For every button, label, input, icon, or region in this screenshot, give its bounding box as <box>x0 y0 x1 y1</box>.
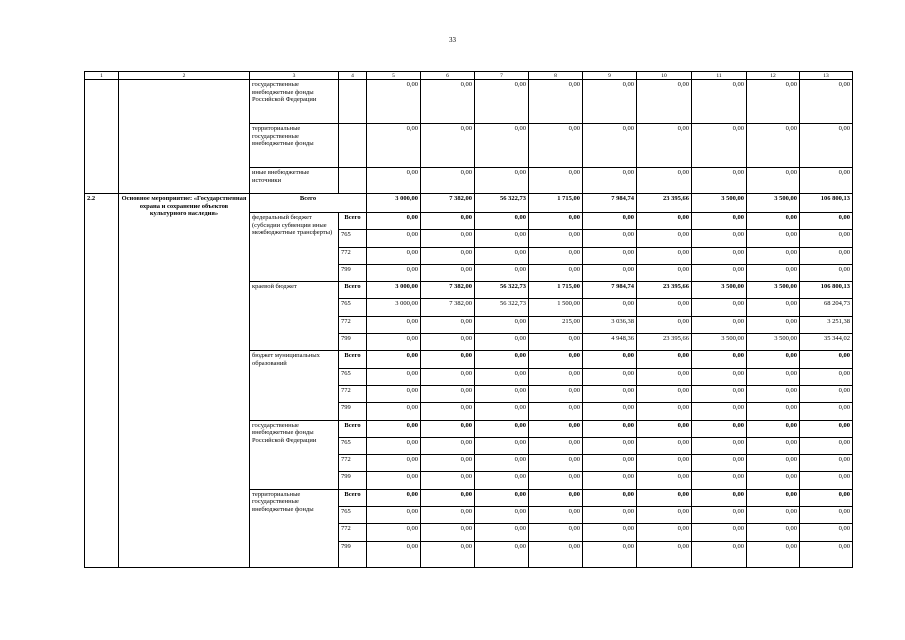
value-cell: 0,00 <box>583 385 637 402</box>
value-cell: 0,00 <box>367 230 421 247</box>
value-cell: 0,00 <box>583 507 637 524</box>
code-cell: Всего <box>339 282 367 299</box>
value-cell: 0,00 <box>529 168 583 194</box>
value-cell: 3 500,00 <box>692 334 747 351</box>
value-cell: 0,00 <box>747 351 800 368</box>
value-cell: 0,00 <box>692 80 747 124</box>
value-cell: 0,00 <box>367 472 421 489</box>
value-cell: 0,00 <box>367 420 421 437</box>
value-cell: 0,00 <box>637 524 692 541</box>
value-cell: 0,00 <box>692 489 747 506</box>
value-cell: 0,00 <box>747 437 800 454</box>
value-cell: 0,00 <box>529 385 583 402</box>
value-cell: 0,00 <box>583 264 637 281</box>
value-cell: 0,00 <box>637 455 692 472</box>
value-cell: 3 251,38 <box>800 316 853 333</box>
value-cell: 0,00 <box>637 472 692 489</box>
value-cell: 0,00 <box>692 524 747 541</box>
code-cell: Всего <box>339 351 367 368</box>
value-cell: 0,00 <box>637 124 692 168</box>
value-cell: 0,00 <box>800 524 853 541</box>
funding-source: территориальные государственные внебюджетные фонды <box>250 489 339 567</box>
value-cell: 0,00 <box>421 168 475 194</box>
value-cell: 0,00 <box>800 541 853 567</box>
code-cell: 799 <box>339 541 367 567</box>
value-cell: 23 395,66 <box>637 194 692 213</box>
value-cell: 0,00 <box>747 168 800 194</box>
column-header: 1 <box>85 72 119 80</box>
value-cell: 0,00 <box>583 524 637 541</box>
measure-title: Основное мероприятие: «Государственная охрана и сохранение объектов культурного наследия» <box>119 194 250 568</box>
value-cell: 0,00 <box>747 368 800 385</box>
value-cell: 0,00 <box>747 472 800 489</box>
value-cell: 0,00 <box>583 489 637 506</box>
column-header-row <box>85 72 853 80</box>
measure-id: 2.2 <box>85 194 119 568</box>
value-cell: 0,00 <box>583 247 637 264</box>
value-cell: 0,00 <box>637 168 692 194</box>
value-cell: 0,00 <box>421 247 475 264</box>
value-cell: 0,00 <box>637 368 692 385</box>
value-cell: 0,00 <box>583 368 637 385</box>
value-cell: 0,00 <box>800 472 853 489</box>
code-cell: 799 <box>339 403 367 420</box>
code-cell: 799 <box>339 264 367 281</box>
value-cell: 3 500,00 <box>747 334 800 351</box>
value-cell: 0,00 <box>692 264 747 281</box>
value-cell: 0,00 <box>637 420 692 437</box>
value-cell: 0,00 <box>529 420 583 437</box>
value-cell: 0,00 <box>421 403 475 420</box>
column-header: 11 <box>692 72 747 80</box>
value-cell: 0,00 <box>421 541 475 567</box>
value-cell: 0,00 <box>367 541 421 567</box>
value-cell: 0,00 <box>421 80 475 124</box>
value-cell: 3 500,00 <box>692 194 747 213</box>
value-cell: 0,00 <box>529 334 583 351</box>
value-cell: 0,00 <box>475 385 529 402</box>
table-body <box>85 72 853 568</box>
value-cell: 106 800,13 <box>800 282 853 299</box>
value-cell: 215,00 <box>529 316 583 333</box>
value-cell: 0,00 <box>475 80 529 124</box>
value-cell: 0,00 <box>421 420 475 437</box>
value-cell: 0,00 <box>421 455 475 472</box>
value-cell: 0,00 <box>421 264 475 281</box>
value-cell: 0,00 <box>367 403 421 420</box>
value-cell: 0,00 <box>529 524 583 541</box>
value-cell: 0,00 <box>747 385 800 402</box>
value-cell: 0,00 <box>800 403 853 420</box>
value-cell: 0,00 <box>800 213 853 230</box>
value-cell: 0,00 <box>637 264 692 281</box>
value-cell: 7 984,74 <box>583 194 637 213</box>
column-header: 2 <box>119 72 250 80</box>
value-cell: 0,00 <box>637 403 692 420</box>
value-cell: 0,00 <box>529 507 583 524</box>
value-cell: 0,00 <box>475 455 529 472</box>
value-cell: 1 500,00 <box>529 299 583 316</box>
value-cell: 0,00 <box>583 168 637 194</box>
value-cell: 0,00 <box>421 230 475 247</box>
value-cell: 0,00 <box>529 437 583 454</box>
value-cell: 0,00 <box>747 455 800 472</box>
value-cell: 0,00 <box>475 213 529 230</box>
value-cell: 0,00 <box>367 385 421 402</box>
value-cell: 0,00 <box>800 507 853 524</box>
value-cell: 0,00 <box>637 437 692 454</box>
page-number: 33 <box>449 36 456 44</box>
value-cell: 0,00 <box>475 334 529 351</box>
code-cell: 765 <box>339 437 367 454</box>
value-cell: 0,00 <box>692 437 747 454</box>
value-cell: 0,00 <box>747 80 800 124</box>
value-cell: 0,00 <box>367 316 421 333</box>
value-cell: 0,00 <box>747 299 800 316</box>
value-cell: 0,00 <box>529 351 583 368</box>
value-cell: 0,00 <box>367 524 421 541</box>
column-header: 4 <box>339 72 367 80</box>
column-header: 7 <box>475 72 529 80</box>
code-cell: 765 <box>339 507 367 524</box>
value-cell: 0,00 <box>421 489 475 506</box>
value-cell: 1 715,00 <box>529 194 583 213</box>
value-cell: 56 322,73 <box>475 299 529 316</box>
value-cell: 0,00 <box>367 80 421 124</box>
measure-cell <box>119 80 250 194</box>
value-cell: 0,00 <box>800 168 853 194</box>
value-cell: 0,00 <box>529 230 583 247</box>
value-cell: 0,00 <box>692 351 747 368</box>
value-cell: 0,00 <box>475 437 529 454</box>
value-cell: 1 715,00 <box>529 282 583 299</box>
value-cell: 0,00 <box>747 264 800 281</box>
row-id-cell <box>85 80 119 194</box>
column-header: 13 <box>800 72 853 80</box>
value-cell: 0,00 <box>475 316 529 333</box>
code-cell: 799 <box>339 334 367 351</box>
value-cell: 0,00 <box>421 334 475 351</box>
value-cell: 0,00 <box>747 489 800 506</box>
value-cell: 0,00 <box>692 368 747 385</box>
value-cell: 7 382,00 <box>421 299 475 316</box>
value-cell: 0,00 <box>692 455 747 472</box>
value-cell: 0,00 <box>367 507 421 524</box>
code-cell: 772 <box>339 385 367 402</box>
value-cell: 0,00 <box>637 385 692 402</box>
value-cell: 0,00 <box>421 316 475 333</box>
value-cell: 0,00 <box>583 80 637 124</box>
value-cell: 0,00 <box>583 299 637 316</box>
value-cell: 0,00 <box>747 420 800 437</box>
value-cell: 0,00 <box>800 455 853 472</box>
value-cell: 0,00 <box>529 80 583 124</box>
funding-source: государственные внебюджетные фонды Российской Федерации <box>250 420 339 489</box>
value-cell: 0,00 <box>475 168 529 194</box>
value-cell: 56 322,73 <box>475 282 529 299</box>
value-cell: 0,00 <box>421 213 475 230</box>
value-cell: 0,00 <box>529 124 583 168</box>
value-cell: 35 344,02 <box>800 334 853 351</box>
value-cell: 0,00 <box>692 385 747 402</box>
value-cell: 0,00 <box>583 541 637 567</box>
value-cell: 3 500,00 <box>692 282 747 299</box>
value-cell: 0,00 <box>421 507 475 524</box>
value-cell: 0,00 <box>692 316 747 333</box>
value-cell: 0,00 <box>583 420 637 437</box>
value-cell: 0,00 <box>692 124 747 168</box>
code-cell: Всего <box>339 213 367 230</box>
value-cell: 0,00 <box>529 455 583 472</box>
value-cell: 0,00 <box>475 403 529 420</box>
value-cell: 0,00 <box>421 124 475 168</box>
funding-source: краевой бюджет <box>250 282 339 351</box>
value-cell: 0,00 <box>583 124 637 168</box>
value-cell: 106 800,13 <box>800 194 853 213</box>
value-cell: 0,00 <box>475 368 529 385</box>
value-cell: 0,00 <box>747 124 800 168</box>
code-cell: Всего <box>339 420 367 437</box>
value-cell: 0,00 <box>583 213 637 230</box>
value-cell: 0,00 <box>367 168 421 194</box>
value-cell: 0,00 <box>800 368 853 385</box>
value-cell: 0,00 <box>367 264 421 281</box>
value-cell: 0,00 <box>583 437 637 454</box>
value-cell: 0,00 <box>637 230 692 247</box>
value-cell: 0,00 <box>475 124 529 168</box>
value-cell: 0,00 <box>692 507 747 524</box>
value-cell: 68 204,73 <box>800 299 853 316</box>
value-cell: 0,00 <box>421 368 475 385</box>
budget-table <box>84 71 853 568</box>
value-cell: 0,00 <box>529 489 583 506</box>
value-cell: 0,00 <box>637 351 692 368</box>
value-cell: 0,00 <box>800 247 853 264</box>
column-header: 3 <box>250 72 339 80</box>
value-cell: 0,00 <box>692 168 747 194</box>
value-cell: 0,00 <box>692 541 747 567</box>
code-cell: 772 <box>339 524 367 541</box>
value-cell: 0,00 <box>800 80 853 124</box>
value-cell: 0,00 <box>637 316 692 333</box>
value-cell: 0,00 <box>529 472 583 489</box>
total-label: Всего <box>250 194 367 213</box>
code-cell <box>339 124 367 168</box>
value-cell: 0,00 <box>692 247 747 264</box>
value-cell: 0,00 <box>367 351 421 368</box>
value-cell: 0,00 <box>692 420 747 437</box>
value-cell: 0,00 <box>367 334 421 351</box>
value-cell: 0,00 <box>421 524 475 541</box>
value-cell: 0,00 <box>529 264 583 281</box>
code-cell: 772 <box>339 316 367 333</box>
value-cell: 0,00 <box>529 368 583 385</box>
value-cell: 0,00 <box>583 230 637 247</box>
value-cell: 0,00 <box>475 507 529 524</box>
value-cell: 0,00 <box>529 403 583 420</box>
value-cell: 3 000,00 <box>367 299 421 316</box>
funding-source: федеральный бюджет (субсидии субвенции иные межбюджетные трансферты) <box>250 213 339 282</box>
value-cell: 0,00 <box>529 213 583 230</box>
value-cell: 0,00 <box>637 507 692 524</box>
value-cell: 0,00 <box>747 230 800 247</box>
value-cell: 0,00 <box>800 124 853 168</box>
code-cell: Всего <box>339 489 367 506</box>
code-cell: 765 <box>339 230 367 247</box>
value-cell: 0,00 <box>367 368 421 385</box>
value-cell: 3 500,00 <box>747 282 800 299</box>
value-cell: 7 382,00 <box>421 194 475 213</box>
table-row <box>85 80 853 124</box>
value-cell: 0,00 <box>421 437 475 454</box>
code-cell: 772 <box>339 247 367 264</box>
value-cell: 0,00 <box>800 351 853 368</box>
value-cell: 3 000,00 <box>367 194 421 213</box>
value-cell: 7 984,74 <box>583 282 637 299</box>
value-cell: 0,00 <box>367 489 421 506</box>
value-cell: 0,00 <box>367 247 421 264</box>
value-cell: 0,00 <box>692 403 747 420</box>
value-cell: 0,00 <box>367 124 421 168</box>
value-cell: 0,00 <box>800 420 853 437</box>
code-cell: 799 <box>339 472 367 489</box>
column-header: 8 <box>529 72 583 80</box>
value-cell: 0,00 <box>421 472 475 489</box>
column-header: 10 <box>637 72 692 80</box>
value-cell: 3 000,00 <box>367 282 421 299</box>
funding-source: бюджет муниципальных образований <box>250 351 339 420</box>
value-cell: 0,00 <box>367 437 421 454</box>
value-cell: 0,00 <box>367 455 421 472</box>
value-cell: 0,00 <box>529 541 583 567</box>
value-cell: 3 500,00 <box>747 194 800 213</box>
value-cell: 0,00 <box>475 524 529 541</box>
funding-source: территориальные государственные внебюджетные фонды <box>250 124 339 168</box>
code-cell: 765 <box>339 368 367 385</box>
value-cell: 0,00 <box>475 230 529 247</box>
column-header: 9 <box>583 72 637 80</box>
funding-source: государственные внебюджетные фонды Российской Федерации <box>250 80 339 124</box>
value-cell: 0,00 <box>800 437 853 454</box>
value-cell: 0,00 <box>800 385 853 402</box>
value-cell: 0,00 <box>475 264 529 281</box>
value-cell: 23 395,66 <box>637 282 692 299</box>
value-cell: 4 948,36 <box>583 334 637 351</box>
funding-source: иные внебюджетные источники <box>250 168 339 194</box>
code-cell: 772 <box>339 455 367 472</box>
value-cell: 0,00 <box>637 489 692 506</box>
value-cell: 23 395,66 <box>637 334 692 351</box>
value-cell: 0,00 <box>475 541 529 567</box>
value-cell: 0,00 <box>800 489 853 506</box>
value-cell: 0,00 <box>747 213 800 230</box>
value-cell: 0,00 <box>583 472 637 489</box>
value-cell: 0,00 <box>747 247 800 264</box>
value-cell: 0,00 <box>583 403 637 420</box>
column-header: 5 <box>367 72 421 80</box>
value-cell: 0,00 <box>475 351 529 368</box>
code-cell <box>339 168 367 194</box>
code-cell <box>339 80 367 124</box>
code-cell: 765 <box>339 299 367 316</box>
value-cell: 0,00 <box>637 213 692 230</box>
value-cell: 0,00 <box>637 299 692 316</box>
value-cell: 3 036,38 <box>583 316 637 333</box>
value-cell: 0,00 <box>421 385 475 402</box>
value-cell: 0,00 <box>529 247 583 264</box>
column-header: 6 <box>421 72 475 80</box>
value-cell: 0,00 <box>747 403 800 420</box>
value-cell: 56 322,73 <box>475 194 529 213</box>
value-cell: 0,00 <box>475 489 529 506</box>
value-cell: 0,00 <box>475 420 529 437</box>
value-cell: 0,00 <box>692 472 747 489</box>
value-cell: 0,00 <box>747 524 800 541</box>
value-cell: 0,00 <box>637 80 692 124</box>
value-cell: 0,00 <box>421 351 475 368</box>
value-cell: 0,00 <box>692 230 747 247</box>
value-cell: 0,00 <box>583 455 637 472</box>
value-cell: 0,00 <box>475 472 529 489</box>
value-cell: 0,00 <box>637 247 692 264</box>
value-cell: 0,00 <box>800 230 853 247</box>
column-header: 12 <box>747 72 800 80</box>
value-cell: 0,00 <box>583 351 637 368</box>
value-cell: 0,00 <box>692 213 747 230</box>
measure-total-row <box>85 194 853 213</box>
value-cell: 0,00 <box>692 299 747 316</box>
value-cell: 0,00 <box>747 316 800 333</box>
value-cell: 0,00 <box>367 213 421 230</box>
value-cell: 0,00 <box>800 264 853 281</box>
value-cell: 0,00 <box>747 507 800 524</box>
value-cell: 7 382,00 <box>421 282 475 299</box>
value-cell: 0,00 <box>637 541 692 567</box>
value-cell: 0,00 <box>747 541 800 567</box>
value-cell: 0,00 <box>475 247 529 264</box>
